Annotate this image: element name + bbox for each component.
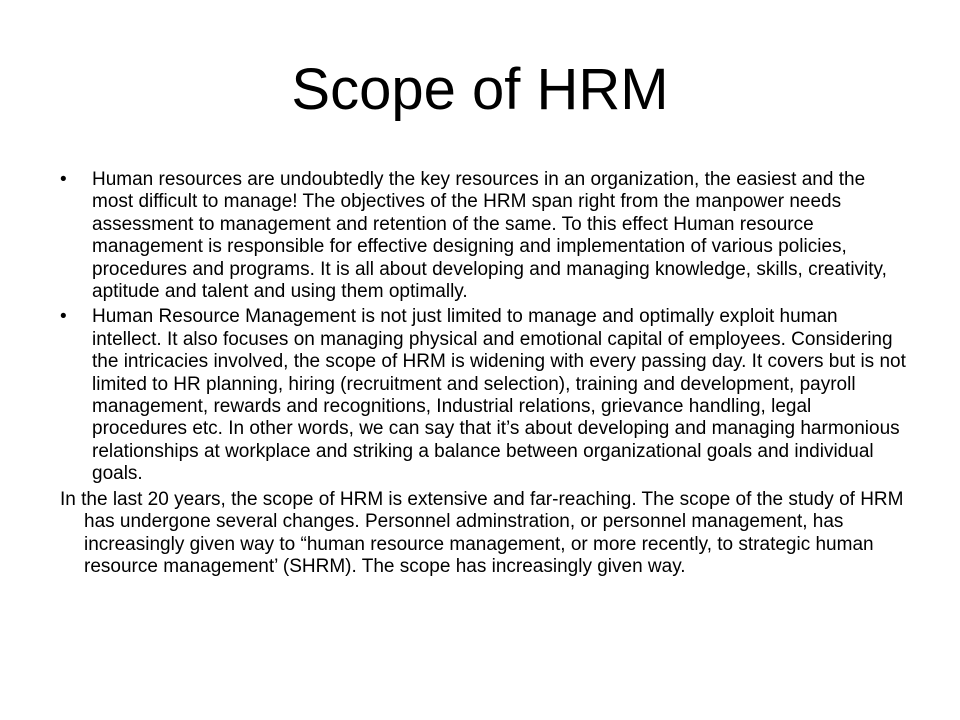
slide-body	[60, 169, 910, 578]
slide-title: Scope of HRM	[291, 57, 669, 122]
bullet-text: Human resources are undoubtedly the key resources in an organization, the easiest and the most difficult to manage! The objectives of the HRM span right from the manpower needs assessment to management and retention of the same. To this effect Human resource management is responsible for effective designing and implementation of various policies, procedures and programs. It is all about developing and managing knowledge, skills, creativity, aptitude and talent and using them optimally.	[92, 169, 887, 303]
bullet-text: Human Resource Management is not just limited to manage and optimally exploit human intellect. It also focuses on managing physical and emotional capital of employees. Considering the intricacies involved, the scope of HRM is widening with every passing day. It covers but is not limited to HR planning, hiring (recruitment and selection), training and development, payroll management, rewards and recognitions, Industrial relations, grievance handling, legal procedures etc. In other words, we can say that it’s about developing and managing harmonious relationships at workplace and striking a balance between organizational goals and individual goals.	[92, 306, 906, 485]
bullet-item	[60, 169, 910, 303]
bullet-item	[60, 306, 910, 485]
closing-paragraph: In the last 20 years, the scope of HRM is extensive and far-reaching. The scope of the study of HRM has undergone several changes. Personnel adminstration, or personnel management, has increasingly given way to “human resource management, or more recently, to strategic human resource management’ (SHRM). The scope has increasingly given way.	[60, 488, 904, 577]
bullet-dot-icon: •	[60, 169, 67, 190]
bullet-dot-icon: •	[60, 306, 67, 328]
